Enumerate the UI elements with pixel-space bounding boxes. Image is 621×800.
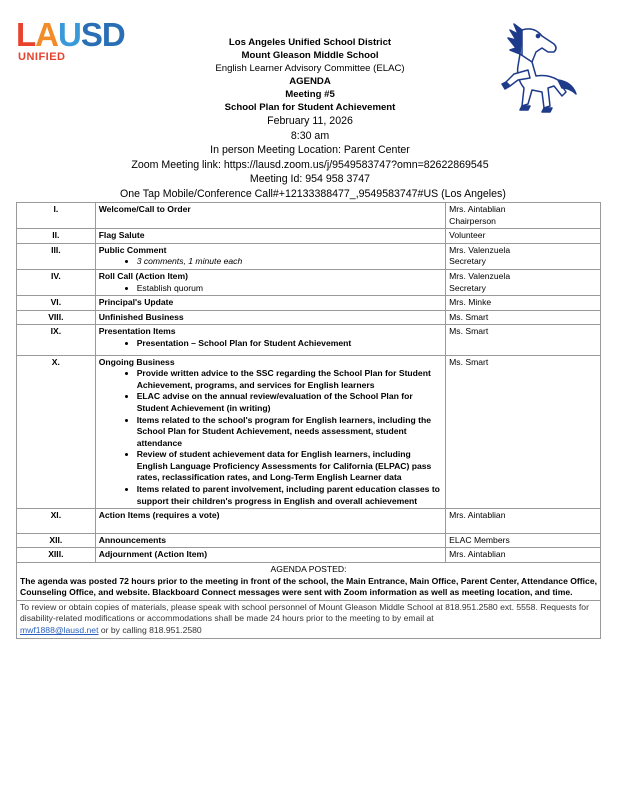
item-bullet: • Items related to the school's program for English learners, including the School Plan for Student Achievement, needs assessment, student attendance xyxy=(137,415,442,450)
footer-phone: or by calling 818.951.2580 xyxy=(98,625,202,635)
agenda-posted-text: The agenda was posted 72 hours prior to the meeting in front of the school, the Main Entrance, Main Office, Parent Center, Attendance Office, Counseling Office, and website. Blackboard Connect messages were sent with Zoom information as well as meeting location, and time. xyxy=(20,575,597,598)
meeting-date: February 11, 2026 xyxy=(267,115,353,127)
zoom-link[interactable]: Zoom Meeting link: https://lausd.zoom.us/j/9549583747?omn=82622869545 xyxy=(131,158,489,171)
meeting-number: Meeting #5 xyxy=(285,89,335,100)
item-presenter-role: Chairperson xyxy=(449,215,496,226)
item-number: IV. xyxy=(17,269,96,295)
item-presenter: Volunteer xyxy=(449,230,486,241)
item-title: Adjournment (Action Item) xyxy=(98,549,208,560)
item-title: Presentation Items xyxy=(98,326,176,337)
item-number: II. xyxy=(17,229,96,244)
item-title: Flag Salute xyxy=(98,230,145,241)
item-bullet: • ELAC advise on the annual review/evaluation of the School Plan for Student Achievement (in writing) xyxy=(137,391,442,414)
table-row xyxy=(17,509,601,534)
item-presenter: Mrs. Minke xyxy=(449,297,492,308)
item-bullet: • Establish quorum xyxy=(137,283,442,295)
table-row xyxy=(17,563,601,601)
item-presenter: Mrs. Valenzuela xyxy=(449,270,511,281)
logo-wordmark: LAUSD xyxy=(16,16,125,53)
item-title: Principal's Update xyxy=(98,297,174,308)
table-row xyxy=(17,203,601,229)
item-number: XII. xyxy=(17,533,96,548)
item-bullet: • Provide written advice to the SSC regarding the School Plan for Student Achievement, programs, and services for English learners xyxy=(137,368,442,391)
table-row xyxy=(17,355,601,509)
table-row xyxy=(17,548,601,563)
item-presenter-role: Secretary xyxy=(449,282,486,293)
item-bullet: • 3 comments, 1 minute each xyxy=(137,256,442,268)
table-row xyxy=(17,325,601,355)
table-row xyxy=(17,533,601,548)
item-presenter: Mrs. Aintablian xyxy=(449,204,506,214)
table-row xyxy=(17,310,601,325)
logo-subtitle: UNIFIED xyxy=(18,51,66,63)
agenda-posted-title: AGENDA POSTED: xyxy=(270,564,347,575)
item-title: Roll Call (Action Item) xyxy=(98,270,188,281)
footer-email-link[interactable]: mwf1888@lausd.net xyxy=(20,625,99,635)
meeting-time: 8:30 am xyxy=(290,129,330,142)
school-name: Mount Gleason Middle School xyxy=(241,50,379,61)
item-number: X. xyxy=(17,355,96,509)
item-number: XI. xyxy=(17,509,96,534)
item-presenter: Ms. Smart xyxy=(449,326,489,337)
agenda-label: AGENDA xyxy=(289,76,331,87)
mustang-horse-icon xyxy=(492,22,580,114)
committee-name: English Learner Advisory Committee (ELAC) xyxy=(215,63,405,74)
one-tap-line: One Tap Mobile/Conference Call#+12133388477_,9549583747#US (Los Angeles) xyxy=(120,187,506,200)
item-number: VIII. xyxy=(17,310,96,325)
table-row xyxy=(17,600,601,638)
district-name: Los Angeles Unified School District xyxy=(228,37,392,48)
item-presenter: Ms. Smart xyxy=(449,356,489,367)
meeting-id: Meeting Id: 954 958 3747 xyxy=(249,173,371,185)
item-number: VI. xyxy=(17,296,96,311)
footer-notice: To review or obtain copies of materials, please speak with school personnel of Mount Gleason Middle School at 818.951.2580 ext. 5558. Requests for disability-related modifications or accommodations shall be made 24 hours prior to the meeting to by email at xyxy=(20,601,589,624)
item-presenter: Ms. Smart xyxy=(449,311,489,322)
meeting-location: In person Meeting Location: Parent Center xyxy=(210,144,410,156)
item-bullet: • Items related to parent involvement, including parent education classes to support their children's progress in English and overall achievement xyxy=(137,484,442,507)
table-row xyxy=(17,243,601,269)
item-number: I. xyxy=(17,203,96,229)
item-number: XIII. xyxy=(17,548,96,563)
item-title: Announcements xyxy=(98,534,167,545)
agenda-header xyxy=(120,36,506,201)
item-presenter-role: Secretary xyxy=(449,256,486,267)
item-title: Public Comment xyxy=(98,244,167,255)
item-number: III. xyxy=(17,243,96,269)
meeting-topic: School Plan for Student Achievement xyxy=(224,102,396,113)
item-presenter: Mrs. Valenzuela xyxy=(449,244,511,255)
item-presenter: ELAC Members xyxy=(449,534,510,545)
item-presenter: Mrs. Aintablian xyxy=(449,510,506,521)
item-title: Ongoing Business xyxy=(98,356,175,367)
item-title: Welcome/Call to Order xyxy=(98,204,191,214)
table-row xyxy=(17,296,601,311)
table-row xyxy=(17,269,601,295)
item-presenter: Mrs. Aintablian xyxy=(449,549,506,560)
item-title: Action Items (requires a vote) xyxy=(98,510,220,521)
item-number: IX. xyxy=(17,325,96,355)
item-bullet: • Presentation – School Plan for Student Achievement xyxy=(137,338,442,350)
agenda-table xyxy=(16,202,601,639)
table-row xyxy=(17,229,601,244)
item-title: Unfinished Business xyxy=(98,311,184,322)
item-bullet: • Review of student achievement data for English learners, including English Language Proficiency Assessments for California (ELPAC) pass rates, reclassification rates, and Long-Term English Learner data xyxy=(137,449,442,484)
